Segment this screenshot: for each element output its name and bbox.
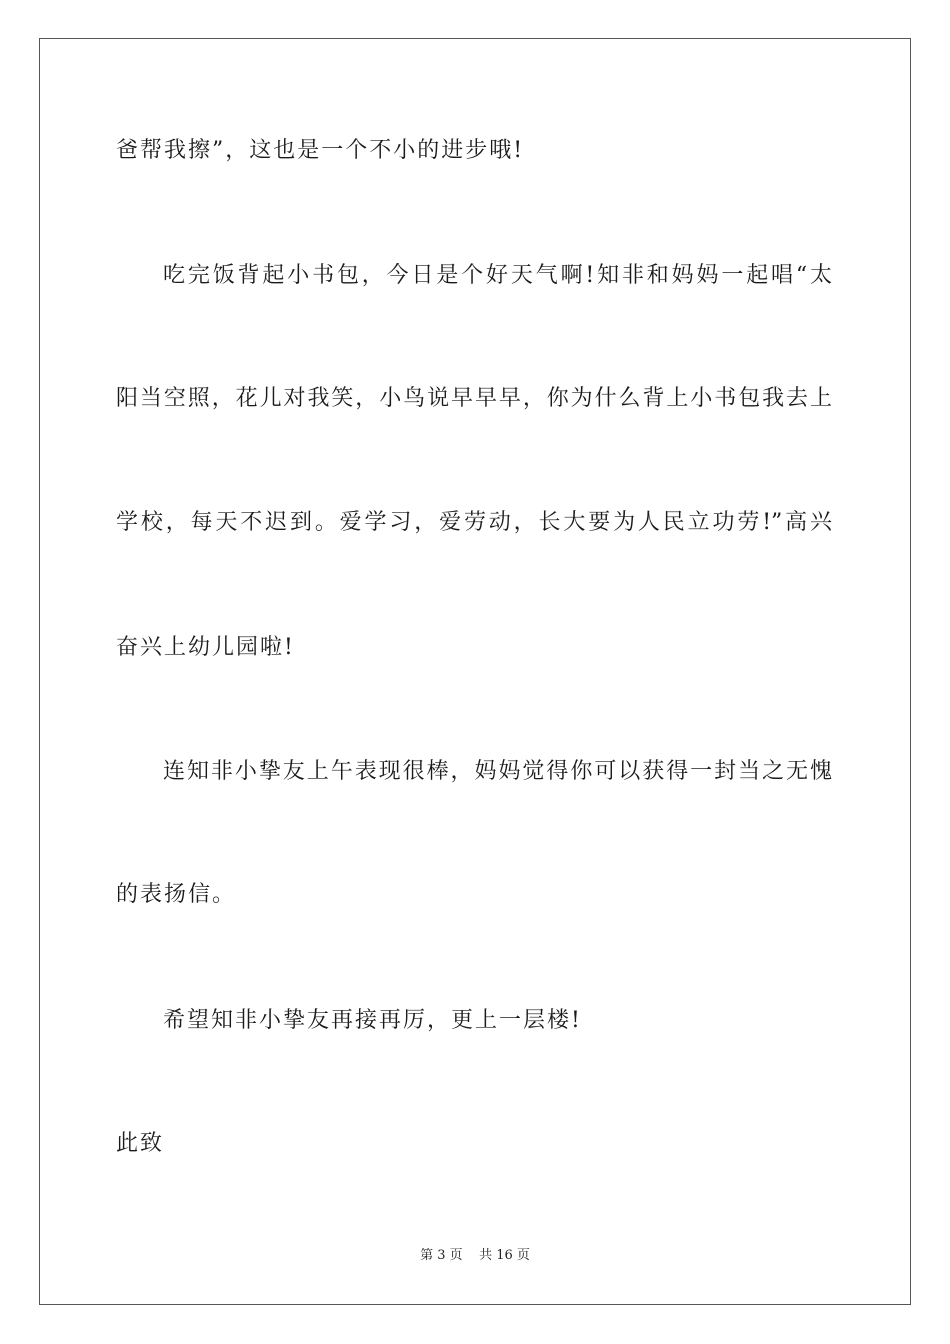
page-number: 第 3 页 共 16 页	[420, 1248, 530, 1263]
text-line-3: 阳当空照，花儿对我笑，小鸟说早早早，你为什么背上小书包我去上	[116, 386, 832, 411]
text-line-5: 奋兴上幼儿园啦!	[116, 635, 295, 660]
text-line-1: 爸帮我擦”，这也是一个不小的进步哦!	[116, 138, 525, 163]
text-line-2: 吃完饭背起小书包，今日是个好天气啊!知非和妈妈一起唱“太	[163, 263, 832, 288]
closing-salutation: 此致	[116, 1131, 165, 1156]
text-line-6: 连知非小挚友上午表现很棒，妈妈觉得你可以获得一封当之无愧	[163, 759, 832, 784]
page-border	[39, 38, 911, 1305]
text-line-8: 希望知非小挚友再接再厉，更上一层楼!	[163, 1008, 582, 1033]
text-line-4: 学校，每天不迟到。爱学习，爱劳动，长大要为人民立功劳!”高兴	[116, 510, 832, 535]
page-footer	[0, 1247, 950, 1265]
text-line-7: 的表扬信。	[116, 882, 237, 907]
